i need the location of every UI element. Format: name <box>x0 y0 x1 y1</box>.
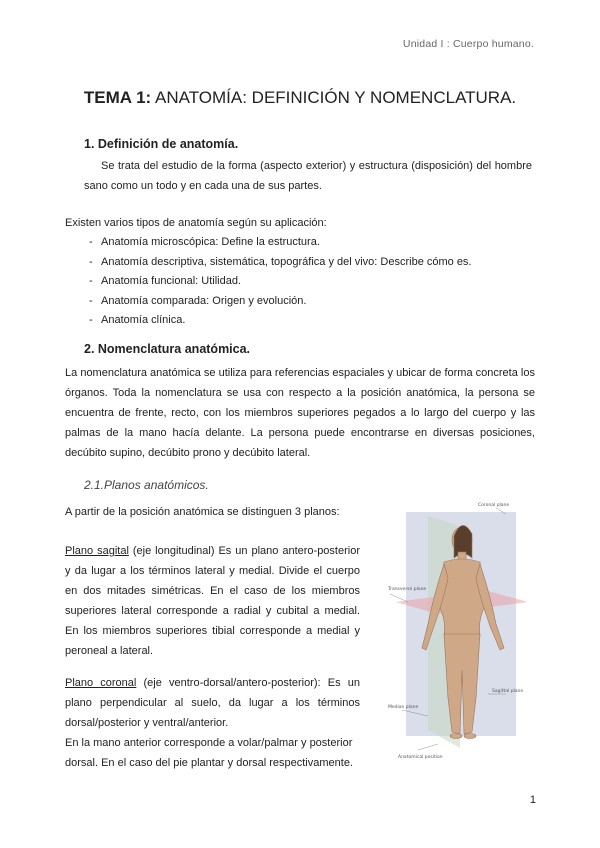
list-item: - Anatomía descriptiva, sistemática, topográfica y del vivo: Describe cómo es. <box>64 253 534 273</box>
figure-label-median: Median plane <box>388 705 419 710</box>
section-1-heading: 1. Definición de anatomía. <box>84 137 239 151</box>
coronal-term: Plano coronal <box>65 677 137 689</box>
types-intro: Existen varios tipos de anatomía según su aplicación: <box>65 217 327 229</box>
title-number: TEMA 1: <box>83 88 152 107</box>
list-item: - Anatomía comparada: Origen y evolución. <box>64 292 534 312</box>
coronal-paragraph <box>65 673 360 733</box>
title-text: ANATOMÍA: DEFINICIÓN Y NOMENCLATURA. <box>151 88 517 107</box>
page-title <box>0 88 600 108</box>
section-2-body: La nomenclatura anatómica se utiliza para referencias espaciales y ubicar de forma concreta los órganos. Toda la nomenclatura se usa con respecto a la posición anatómica, la persona se encuentra de frente, recto, con los miembros superiores pegados a lo largo del cuerpo y las palmas de la mano hacía delante. La persona puede encontrarse en diversas posiciones, decúbito supino, decúbito prono y decúbito lateral. <box>65 367 535 459</box>
sagital-text: (eje longitudinal) Es un plano antero-posterior y da lugar a los términos lateral y medial. Divide el cuerpo en dos mitades simétricas. En el caso de los miembros superiores lateral corresponde a radial y cubital a medial. En los miembros superiores tibial corresponde a medial y peroneal a lateral. <box>65 545 360 657</box>
figure-label-coronal: Coronal plane <box>478 503 510 508</box>
list-item: - Anatomía funcional: Utilidad. <box>64 272 534 292</box>
sagital-paragraph <box>65 541 360 661</box>
section-1-body <box>84 156 532 196</box>
figure-label-sagittal: Sagittal plane <box>492 689 524 694</box>
sagital-term: Plano sagital <box>65 545 129 557</box>
figure-label-transverse: Transverse plane <box>388 587 427 592</box>
figure-label-anatomical-position: Anatomical position <box>398 755 443 760</box>
anatomical-planes-illustration <box>388 498 536 760</box>
section-2-heading: 2. Nomenclatura anatómica. <box>84 342 251 356</box>
anatomy-types-list <box>64 233 534 331</box>
section-1-text: Se trata del estudio de la forma (aspecto exterior) y estructura (disposición) del hombre sano como un todo y en cada una de sus partes. <box>84 160 532 192</box>
section-2-1-heading: 2.1.Planos anatómicos. <box>84 478 209 492</box>
coronal-extra: En la mano anterior corresponde a volar/palmar y posterior dorsal. En el caso del pie plantar y dorsal respectivamente. <box>65 737 353 769</box>
coronal-text: (eje ventro-dorsal/antero-posterior): Es un plano perpendicular al suelo, da lugar a los términos dorsal/posterior y ventral/anterior. <box>65 677 360 729</box>
anatomical-planes-figure <box>388 498 536 760</box>
planes-intro: A partir de la posición anatómica se distinguen 3 planos: <box>65 506 340 518</box>
running-header: Unidad I : Cuerpo humano. <box>402 38 534 50</box>
list-item: - Anatomía microscópica: Define la estructura. <box>64 233 534 253</box>
list-item: - Anatomía clínica. <box>64 311 534 331</box>
page-number: 1 <box>529 794 536 806</box>
